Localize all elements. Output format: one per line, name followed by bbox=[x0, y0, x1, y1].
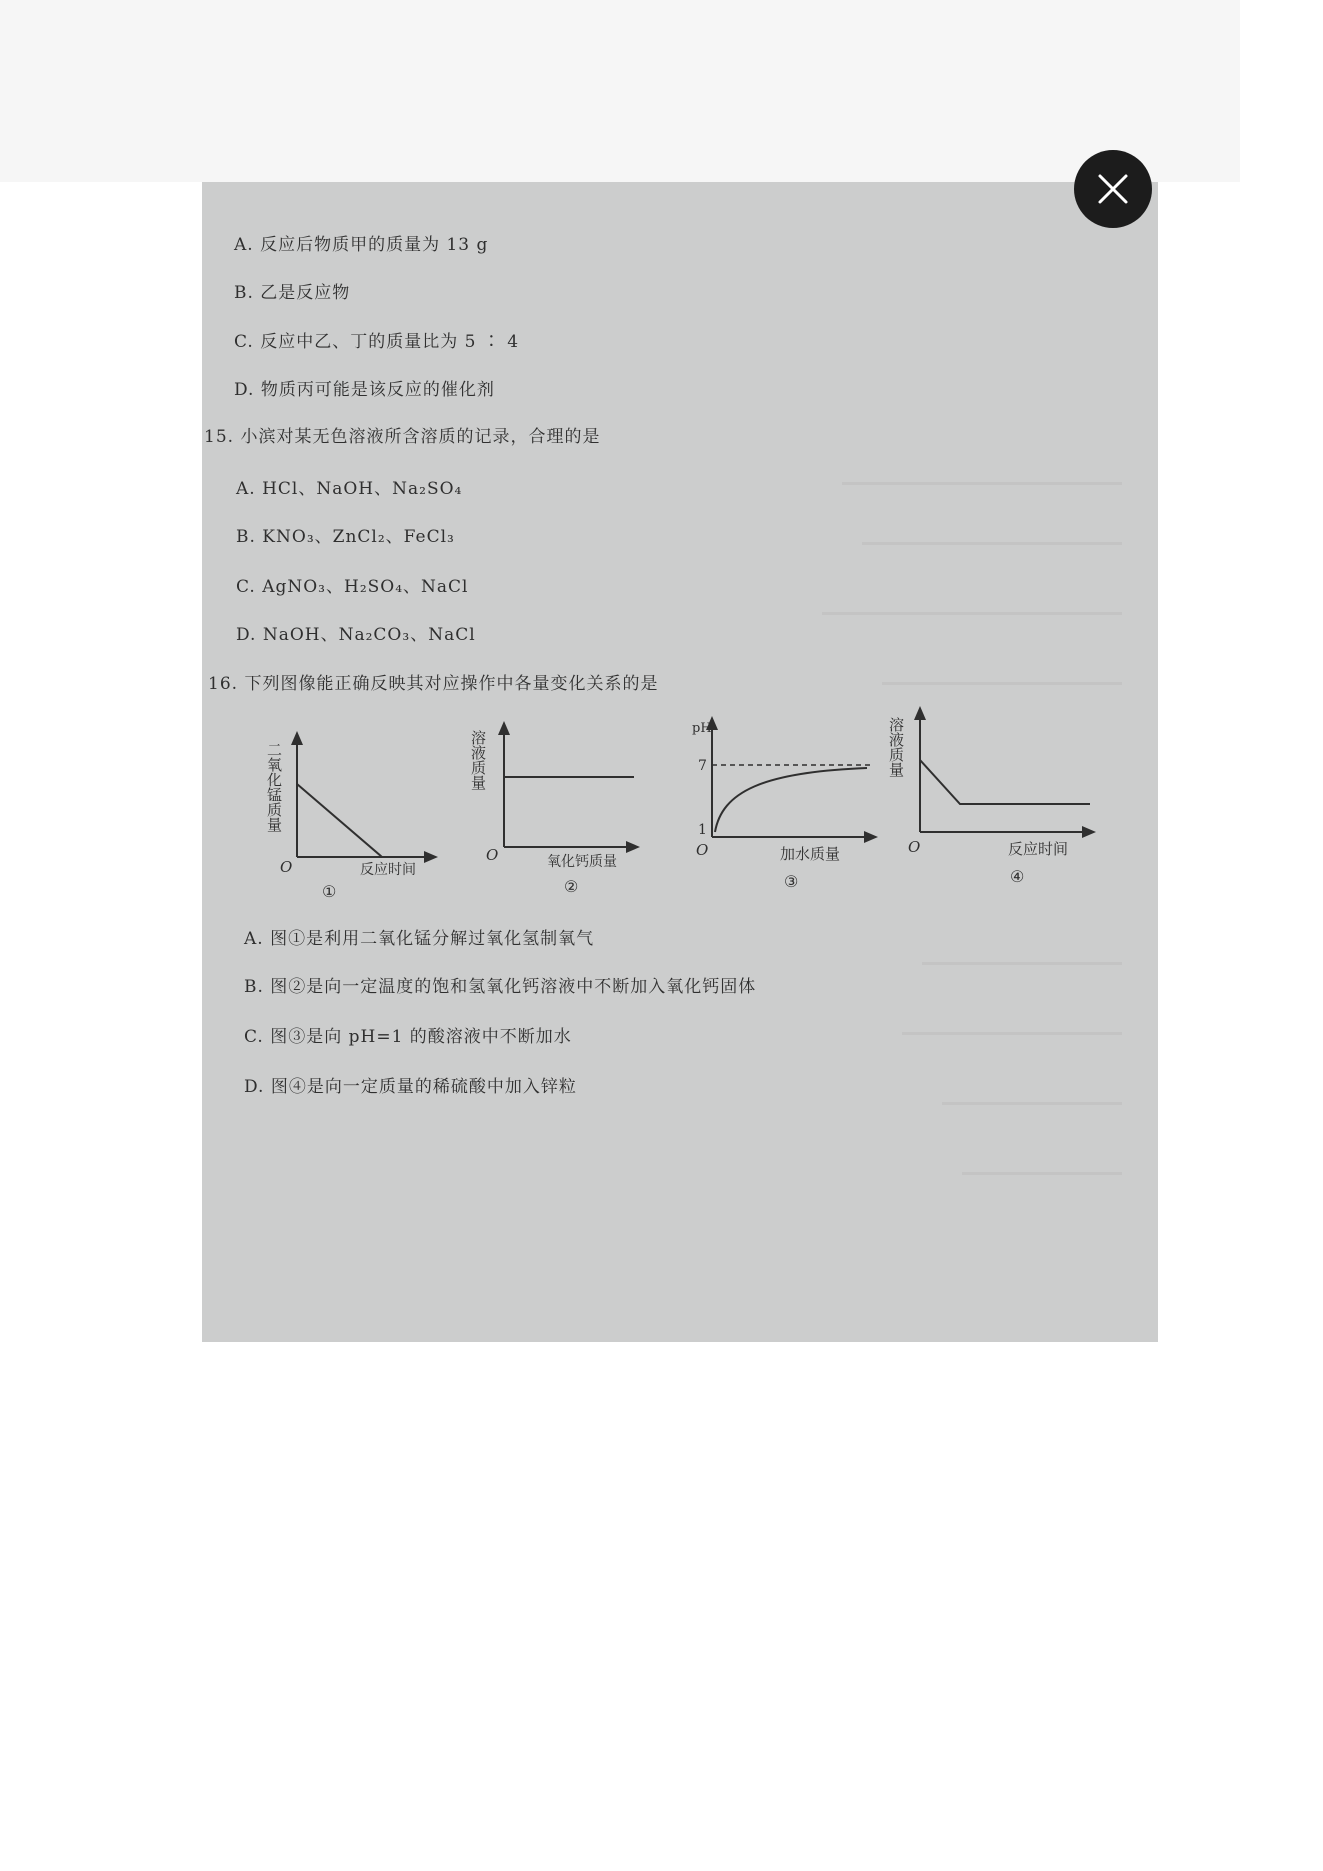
q15-option-d: D. NaOH、Na₂CO₃、NaCl bbox=[236, 625, 476, 645]
graph-4-origin: O bbox=[908, 838, 921, 856]
graph-4 bbox=[887, 712, 1090, 886]
close-button[interactable] bbox=[1074, 150, 1152, 228]
graph-1-line bbox=[297, 784, 382, 857]
q15-option-b: B. KNO₃、ZnCl₂、FeCl₃ bbox=[236, 527, 455, 547]
q14-option-d: D. 物质丙可能是该反应的催化剂 bbox=[234, 380, 495, 400]
graph-3-curve bbox=[715, 768, 867, 832]
graph-3-xlabel: 加水质量 bbox=[780, 845, 841, 863]
q16-option-a: A. 图①是利用二氧化锰分解过氧化氢制氧气 bbox=[244, 929, 595, 949]
close-icon bbox=[1096, 172, 1130, 206]
graph-1-number: ① bbox=[322, 882, 337, 901]
q14-option-b: B. 乙是反应物 bbox=[234, 283, 351, 303]
q15-option-c: C. AgNO₃、H₂SO₄、NaCl bbox=[236, 577, 469, 597]
q14-option-a: A. 反应后物质甲的质量为 13 g bbox=[234, 235, 489, 255]
graph-2-ylabel: 溶液质量 bbox=[469, 730, 487, 790]
graph-1 bbox=[265, 737, 432, 901]
graph-3 bbox=[692, 721, 872, 891]
exam-photo bbox=[202, 182, 1158, 1342]
q16-option-c: C. 图③是向 pH=1 的酸溶液中不断加水 bbox=[244, 1027, 572, 1047]
graph-4-ylabel: 溶液质量 bbox=[887, 717, 905, 777]
graph-1-ylabel: 二氧化锰质量 bbox=[265, 742, 283, 832]
graph-3-number: ③ bbox=[784, 872, 799, 891]
q16-option-d: D. 图④是向一定质量的稀硫酸中加入锌粒 bbox=[244, 1077, 577, 1097]
q16-stem: 16. 下列图像能正确反映其对应操作中各量变化关系的是 bbox=[208, 674, 659, 694]
graph-3-tick-7: 7 bbox=[698, 758, 707, 774]
graph-4-number: ④ bbox=[1010, 867, 1025, 886]
graph-2-number: ② bbox=[564, 877, 579, 896]
q16-graphs bbox=[202, 182, 1158, 1342]
graph-4-line bbox=[920, 760, 1090, 804]
viewer-top-bar bbox=[0, 0, 1240, 182]
graph-2 bbox=[469, 727, 634, 896]
q15-stem: 15. 小滨对某无色溶液所含溶质的记录，合理的是 bbox=[204, 427, 601, 447]
graph-3-tick-1: 1 bbox=[698, 822, 707, 838]
q14-option-c: C. 反应中乙、丁的质量比为 5 ∶ 4 bbox=[234, 332, 520, 352]
graph-3-origin: O bbox=[696, 841, 709, 859]
graph-2-origin: O bbox=[486, 846, 499, 864]
graph-2-xlabel: 氧化钙质量 bbox=[547, 854, 617, 870]
graph-4-xlabel: 反应时间 bbox=[1008, 840, 1069, 858]
q15-option-a: A. HCl、NaOH、Na₂SO₄ bbox=[236, 479, 463, 499]
graph-3-ylabel: pH bbox=[692, 721, 712, 736]
q16-option-b: B. 图②是向一定温度的饱和氢氧化钙溶液中不断加入氧化钙固体 bbox=[244, 977, 757, 997]
graph-1-origin: O bbox=[280, 858, 293, 876]
graph-1-xlabel: 反应时间 bbox=[360, 862, 416, 878]
